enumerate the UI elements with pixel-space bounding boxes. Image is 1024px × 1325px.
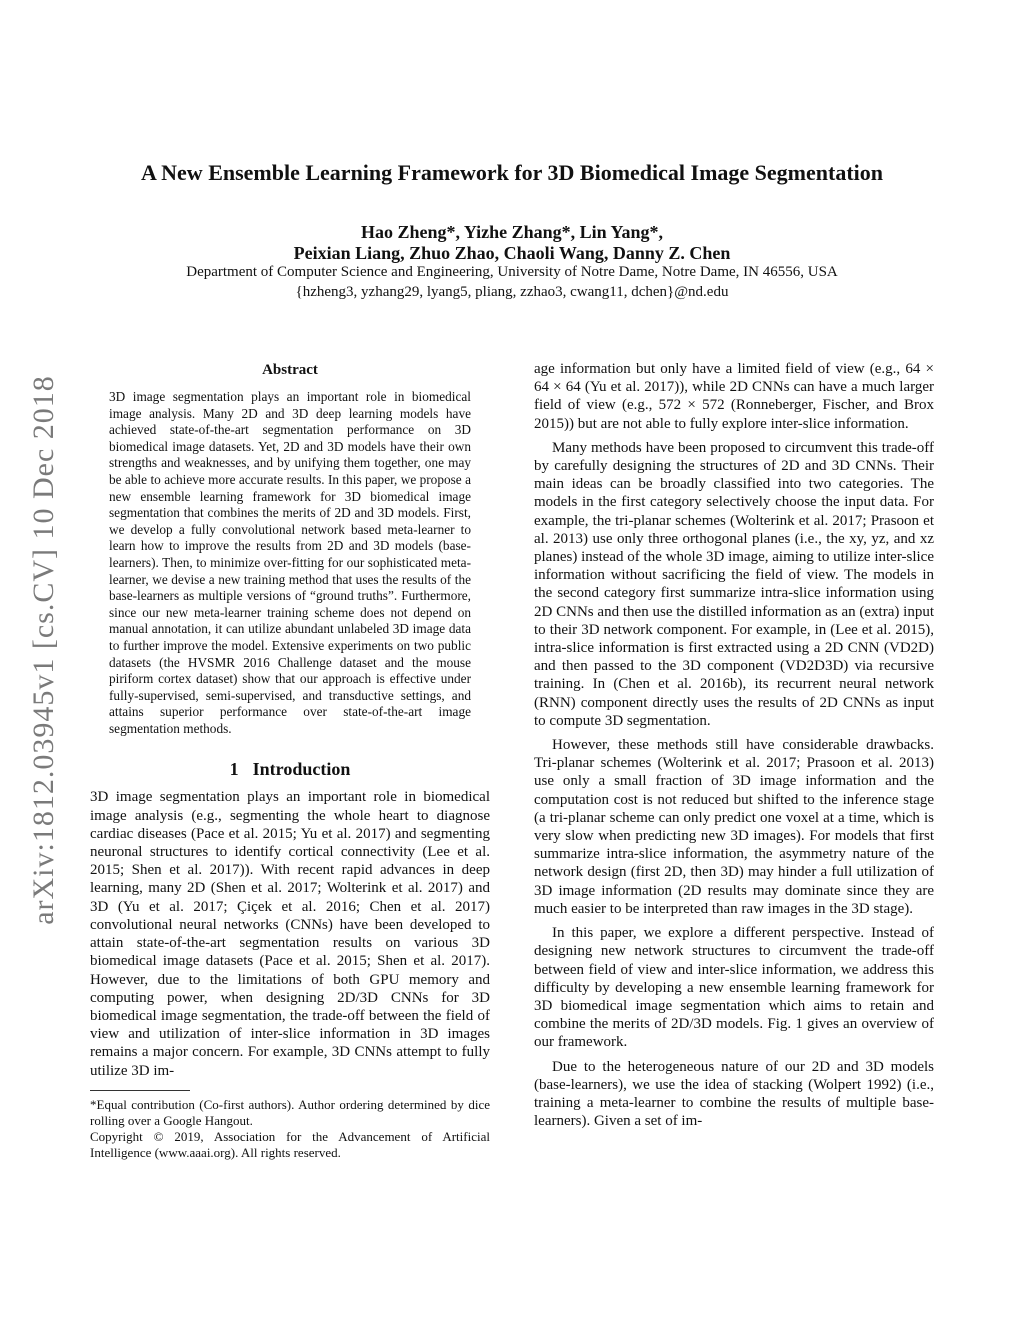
intro-paragraph-1: 3D image segmentation plays an important role in biomedical image analysis (e.g., segmenting the whole heart to diagnose cardiac diseases (Pace et al. 2015; Yu et al. 2017) and segmenting neuronal structures to identify cortical connectivity (Lee et al. 2015; Shen et al. 2017)). With recent rapid advances in deep learning, many 2D (Shen et al. 2017; Wolterink et al. 2017) and 3D (Yu et al. 2017; Çiçek et al. 2016; Chen et al. 2017) convolutional neural networks (CNNs) have been developed to attain state-of-the-art segmentation results on various 3D biomedical image datasets (Pace et al. 2015; Shen et al. 2017). However, due to the limitations of both GPU memory and computing power, when designing 2D/3D CNNs for 3D biomedical image segmentation, the trade-off between the field of view and utilization of inter-slice information in 3D images remains a major concern. For example, 3D CNNs attempt to fully utilize 3D im- xyxy=(90,789,490,1079)
body-paragraph-3: However, these methods still have considerable drawbacks. Tri-planar schemes (Wolterink et al. 2017; Prasoon et al. 2013) use only a small fraction of 3D image information and the computation cost is not reduced but shifted to the inference stage (a tri-planar scheme can only predict one voxel at a time, which is very slow when predicting new 3D images). For models that first summarize intra-slice information, the asymmetry nature of the network design (first 2D, then 3D) may hinder a full utilization of 3D image information (2D results may dominate since they are much easier to be interpreted than raw images in the 3D stage). xyxy=(534,737,934,917)
footnote-rule xyxy=(90,1090,190,1091)
body-paragraph-2: Many methods have been proposed to circumvent this trade-off by carefully designing the structures of 2D and 3D CNNs. Their main ideas can be broadly classified into two categories. The models in the first category selectively choose the input data. For example, the tri-planar schemes (Wolterink et al. 2017; Prasoon et al. 2013) use only three orthogonal planes (i.e., the xy, yz, and xz planes) instead of the whole 3D image, aiming to utilize inter-slice information without sacrificing the field of view. The models in the second category first summarize intra-slice information using 2D CNNs and then use the distilled information as an (extra) input to their 3D network component. For example, in (Lee et al. 2015), intra-slice information is first extracted using a 2D CNN (VD2D) and then passed to the 3D component (VD2D3D) via recursive training. In (Chen et al. 2016b), its recurrent neural network (RNN) component directly uses the results of 2D CNNs as input to compute 3D segmentation. xyxy=(534,439,934,729)
arxiv-identifier xyxy=(20,350,68,950)
right-column xyxy=(534,360,934,1130)
authors-line-1: Hao Zheng*, Yizhe Zhang*, Lin Yang*, xyxy=(360,222,664,242)
footnote-copyright: Copyright © 2019, Association for the Advancement of Artificial Intelligence (www.aaai.org). All rights reserved. xyxy=(90,1128,490,1160)
section-heading-introduction xyxy=(90,759,490,780)
paper-title: A New Ensemble Learning Framework for 3D Biomedical Image Segmentation xyxy=(140,160,884,185)
author-emails: {hzheng3, yzhang29, lyang5, pliang, zzhao3, cwang11, dchen}@nd.edu xyxy=(295,284,729,300)
author-list xyxy=(0,222,1024,264)
arxiv-identifier-text: arXiv:1812.03945v1 [cs.CV] 10 Dec 2018 xyxy=(27,375,60,925)
authors-line-2: Peixian Liang, Zhuo Zhao, Chaoli Wang, Danny Z. Chen xyxy=(293,243,731,263)
affiliation-block xyxy=(0,262,1024,302)
body-paragraph-1: age information but only have a limited field of view (e.g., 64 × 64 × 64 (Yu et al. 2017)), while 2D CNNs can have a much larger field of view (e.g., 572 × 572 (Ronneberger, Fischer, and Brox 2015)) but are not able to fully explore inter-slice information. xyxy=(534,361,934,432)
body-paragraph-5: Due to the heterogeneous nature of our 2D and 3D models (base-learners), we use the idea of stacking (Wolpert 1992) (i.e., training a meta-learner to combine the results of multiple base-learners). Given a set of im- xyxy=(534,1058,934,1130)
body-paragraph-4: In this paper, we explore a different perspective. Instead of designing new network structures to circumvent the trade-off between field of view and inter-slice information, we address this difficulty by developing a new ensemble learning framework for 3D biomedical image segmentation which aims to retain and combine the merits of 2D/3D models. Fig. 1 gives an overview of our framework. xyxy=(534,925,934,1051)
left-column xyxy=(90,360,490,1161)
section-number: 1 xyxy=(229,759,239,780)
abstract-text: 3D image segmentation plays an important role in biomedical image analysis. Many 2D and 3D deep learning models have achieved state-of-the-art segmentation performance on 3D biomedical image datasets. Yet, 2D and 3D models have their own strengths and weaknesses, and by unifying them together, one may be able to achieve more accurate results. In this paper, we propose a new ensemble learning framework for 3D biomedical image segmentation that combines the merits of 2D and 3D models. First, we develop a fully convolutional network based meta-learner to learn how to improve the results from 2D and 3D models (base-learners). Then, to minimize over-fitting for our sophisticated meta-learner, we devise a new training method that uses the results of the base-learners as multiple versions of “ground truths”. Furthermore, since our new meta-learner training scheme does not depend on manual annotation, it can utilize abundant unlabeled 3D image data to further improve the model. Extensive experiments on two public datasets (the HVSMR 2016 Challenge dataset and the mouse piriform cortex dataset) show that our approach is effective under fully-supervised, semi-supervised, and transductive settings, and attains superior performance over state-of-the-art image segmentation methods. xyxy=(109,389,471,736)
footnote-equal-contribution: *Equal contribution (Co-first authors). Author ordering determined by dice rolling over a Google Hangout. xyxy=(90,1096,490,1128)
affiliation: Department of Computer Science and Engineering, University of Notre Dame, Notre Dame, IN 46556, USA xyxy=(186,264,838,280)
abstract-heading: Abstract xyxy=(262,362,318,378)
section-title: Introduction xyxy=(252,759,351,780)
